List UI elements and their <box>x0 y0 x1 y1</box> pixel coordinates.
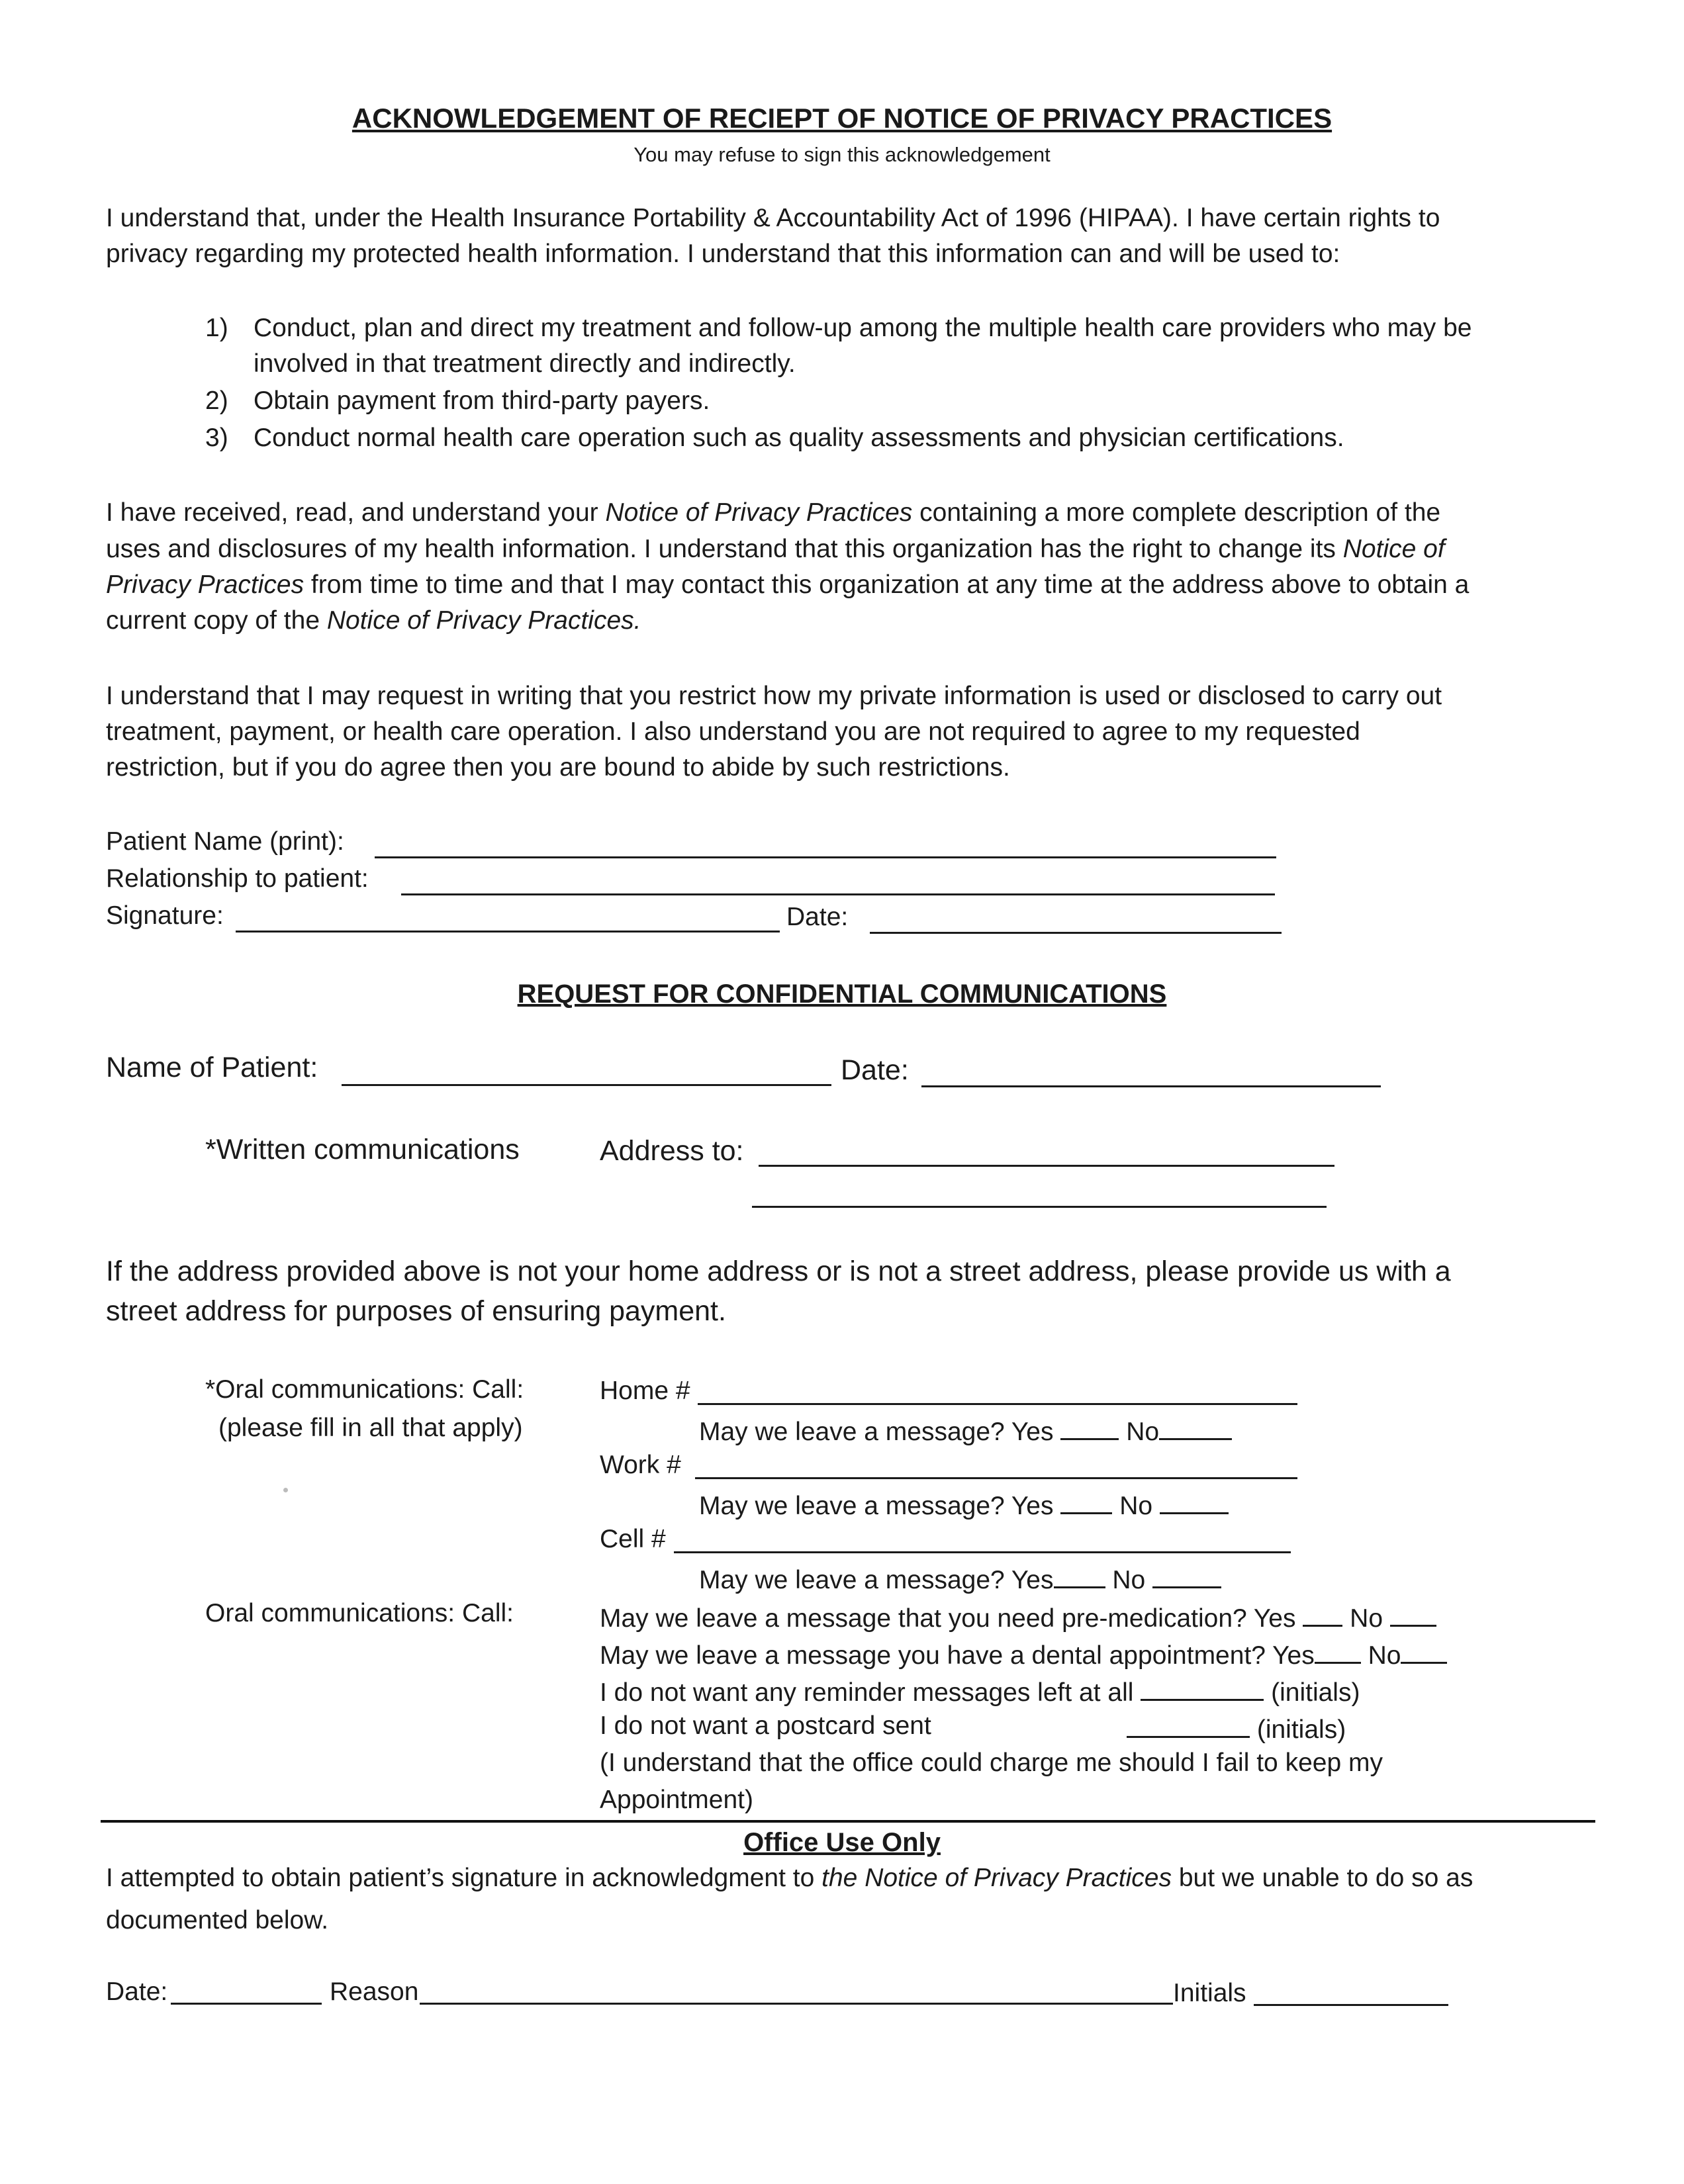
rcc-title: REQUEST FOR CONFIDENTIAL COMMUNICATIONS <box>517 979 1167 1009</box>
office-initials-field[interactable] <box>1254 2004 1448 2006</box>
p3-line-3: restriction, but if you do agree then you are bound to abide by such restrictions. <box>106 753 1010 782</box>
relationship-label: Relationship to patient: <box>106 864 369 893</box>
rcc-date-label: Date: <box>841 1054 909 1086</box>
p2-line-1: I have received, read, and understand your Notice of Privacy Practices containing a more complete description of the <box>106 498 1441 527</box>
name-of-patient-field[interactable] <box>342 1084 831 1086</box>
charge-note-1: (I understand that the office could charge me should I fail to keep my <box>600 1749 1383 1777</box>
p3-line-2: treatment, payment, or health care operation. I also understand you are not required to agree to my requested <box>106 717 1360 746</box>
list-num-2: 2) <box>205 387 228 415</box>
written-communications-label: *Written communications <box>205 1134 520 1165</box>
dental-appointment-question: May we leave a message you have a dental appointment? Yes No <box>600 1639 1447 1668</box>
list-item-3: Conduct normal health care operation such as quality assessments and physician certifications. <box>254 424 1344 452</box>
cell-phone-field[interactable] <box>674 1551 1291 1553</box>
no-reminder-line: I do not want any reminder messages left at all (initials) <box>600 1676 1360 1706</box>
office-initials-label: Initials <box>1173 1979 1246 2007</box>
office-date-label: Date: <box>106 1978 168 2006</box>
no-reminder-initials-field[interactable] <box>1141 1676 1264 1701</box>
list-num-3: 3) <box>205 424 228 452</box>
premed-question: May we leave a message that you need pre-medication? Yes No <box>600 1602 1436 1631</box>
signature-label: Signature: <box>106 901 224 930</box>
oral-communications-label-2: Oral communications: Call: <box>205 1599 514 1627</box>
office-reason-label: Reason <box>330 1978 419 2006</box>
no-postcard-initials: (initials) <box>1127 1713 1346 1743</box>
address-field-1[interactable] <box>759 1165 1334 1167</box>
signature-field[interactable] <box>236 931 780 933</box>
address-field-2[interactable] <box>752 1206 1327 1208</box>
no-postcard-initials-field[interactable] <box>1127 1713 1250 1738</box>
ack-date-field[interactable] <box>870 932 1282 934</box>
office-date-field[interactable] <box>171 2003 322 2005</box>
p2-line-2: uses and disclosures of my health information. I understand that this organization has the right to change its Notice of <box>106 535 1445 563</box>
cell-yes-field[interactable] <box>1054 1563 1105 1588</box>
intro-line-2: privacy regarding my protected health information. I understand that this information can and will be used to: <box>106 240 1340 268</box>
home-phone-label: Home # <box>600 1377 690 1405</box>
intro-line-1: I understand that, under the Health Insurance Portability & Accountability Act of 1996 (HIPAA). I have certain rights to <box>106 204 1440 232</box>
oral-communications-label: *Oral communications: Call: <box>205 1375 524 1404</box>
work-message-question: May we leave a message? Yes No <box>699 1489 1229 1519</box>
cell-no-field[interactable] <box>1152 1563 1221 1588</box>
name-of-patient-label: Name of Patient: <box>106 1052 318 1083</box>
office-text-line-1: I attempted to obtain patient’s signature in acknowledgment to the Notice of Privacy Practices but we unable to do so as <box>106 1864 1474 1892</box>
home-address-note-2: street address for purposes of ensuring payment. <box>106 1295 726 1327</box>
home-no-field[interactable] <box>1159 1415 1232 1440</box>
work-no-field[interactable] <box>1160 1489 1229 1514</box>
office-text-line-2: documented below. <box>106 1906 329 1934</box>
list-item-2: Obtain payment from third-party payers. <box>254 387 710 415</box>
home-address-note-1: If the address provided above is not your home address or is not a street address, please provide us with a <box>106 1255 1451 1287</box>
patient-name-field[interactable] <box>375 856 1276 858</box>
list-item-1: Conduct, plan and direct my treatment and follow-up among the multiple health care providers who may be <box>254 314 1472 342</box>
cell-phone-label: Cell # <box>600 1525 666 1553</box>
please-fill-label: (please fill in all that apply) <box>218 1414 523 1442</box>
premed-no-field[interactable] <box>1390 1602 1436 1627</box>
p2-line-4: current copy of the Notice of Privacy Practices. <box>106 606 641 635</box>
address-to-label: Address to: <box>600 1135 744 1167</box>
office-title: Office Use Only <box>743 1828 941 1857</box>
ack-date-label: Date: <box>786 903 849 931</box>
work-phone-label: Work # <box>600 1451 681 1479</box>
list-item-1-cont: involved in that treatment directly and indirectly. <box>254 349 796 378</box>
patient-name-label: Patient Name (print): <box>106 827 344 856</box>
home-yes-field[interactable] <box>1060 1415 1119 1440</box>
premed-yes-field[interactable] <box>1303 1602 1342 1627</box>
cell-message-question: May we leave a message? Yes No <box>699 1563 1221 1593</box>
p3-line-1: I understand that I may request in writing that you restrict how my private information is used or disclosed to carry out <box>106 682 1442 710</box>
home-message-question: May we leave a message? Yes No <box>699 1415 1232 1445</box>
ack-subtitle: You may refuse to sign this acknowledgement <box>633 143 1051 166</box>
work-yes-field[interactable] <box>1060 1489 1112 1514</box>
p2-line-3: Privacy Practices from time to time and that I may contact this organization at any time at the address above to obtain a <box>106 570 1470 599</box>
office-divider <box>101 1820 1595 1823</box>
work-phone-field[interactable] <box>695 1477 1297 1479</box>
dental-no-field[interactable] <box>1401 1639 1447 1664</box>
rcc-date-field[interactable] <box>921 1085 1381 1087</box>
ack-title: ACKNOWLEDGEMENT OF RECIEPT OF NOTICE OF PRIVACY PRACTICES <box>351 103 1333 134</box>
charge-note-2: Appointment) <box>600 1786 753 1814</box>
office-reason-field[interactable] <box>420 2003 1173 2005</box>
home-phone-field[interactable] <box>698 1403 1297 1405</box>
relationship-field[interactable] <box>401 893 1275 895</box>
no-postcard-text: I do not want a postcard sent <box>600 1711 931 1740</box>
scan-speck <box>283 1488 288 1492</box>
dental-yes-field[interactable] <box>1315 1639 1361 1664</box>
list-num-1: 1) <box>205 314 228 342</box>
